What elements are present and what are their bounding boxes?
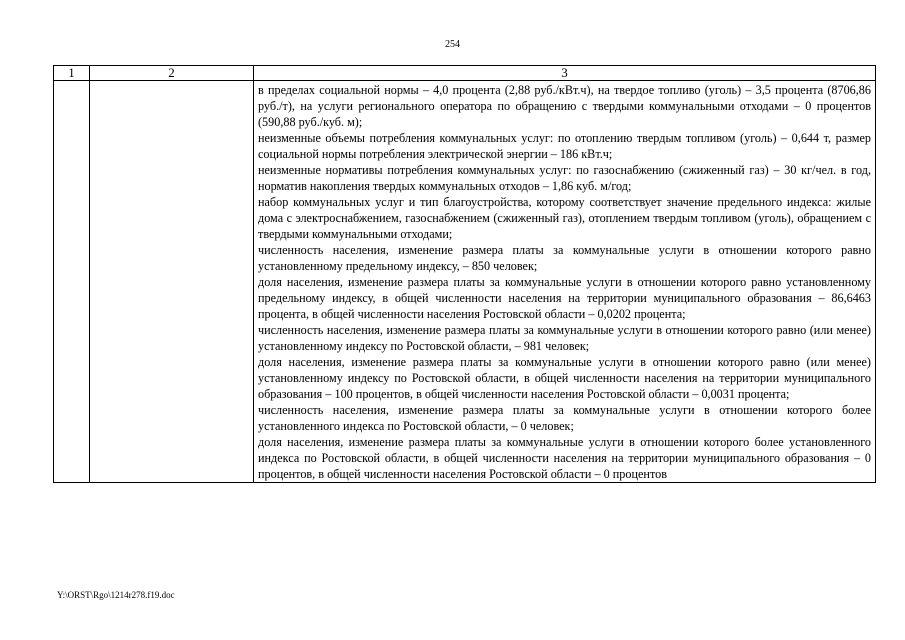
paragraph: неизменные объемы потребления коммунальных услуг: по отоплению твердым топливом (уголь) – 0,644 т, размер социальной нормы потребления электрической энергии – 186 кВт.ч; [258, 131, 871, 161]
table-cell-col1 [54, 81, 90, 483]
paragraph: доля населения, изменение размера платы за коммунальные услуги в отношении которого равно (или менее) установленному индексу по Ростовской области, в общей численности населения на территории муниципального образования – 100 процентов, в общей численности населения Ростовской области – 0,0031 процента; [258, 355, 871, 401]
table-cell-col2 [90, 81, 254, 483]
paragraph-list [254, 81, 875, 482]
paragraph: в пределах социальной нормы – 4,0 процента (2,88 руб./кВт.ч), на твердое топливо (уголь) – 3,5 процента (8706,86 руб./т), на услуги регионального оператора по обращению с твердыми коммунальными отходами – 0 процентов (590,88 руб./куб. м); [258, 83, 871, 129]
table-cell-col3 [254, 81, 876, 483]
footer-file-path: Y:\ORST\Rgo\1214r278.f19.doc [57, 590, 175, 600]
page-number: 254 [445, 39, 460, 50]
paragraph: набор коммунальных услуг и тип благоустройства, которому соответствует значение предельного индекса: жилые дома с электроснабжением, газоснабжением (сжиженный газ), отоплением твердым топливом (уголь), обращением с твердыми коммунальными отходами; [258, 195, 871, 241]
paragraph: доля населения, изменение размера платы за коммунальные услуги в отношении которого более установленного индекса по Ростовской области, в общей численности населения на территории муниципального образования – 0 процентов, в общей численности населения Ростовской области – 0 процентов [258, 435, 871, 481]
column-header-1: 1 [54, 66, 90, 81]
paragraph: численность населения, изменение размера платы за коммунальные услуги в отношении которого более установленного индекса по Ростовской области, – 0 человек; [258, 403, 871, 433]
table-row [54, 81, 876, 483]
column-header-3: 3 [254, 66, 876, 81]
paragraph: численность населения, изменение размера платы за коммунальные услуги в отношении которого равно (или менее) установленному индексу по Ростовской области, – 981 человек; [258, 323, 871, 353]
document-table [53, 65, 876, 483]
paragraph: неизменные нормативы потребления коммунальных услуг: по газоснабжению (сжиженный газ) – 30 кг/чел. в год, норматив накопления твердых коммунальных отходов – 1,86 куб. м/год; [258, 163, 871, 193]
paragraph: доля населения, изменение размера платы за коммунальные услуги в отношении которого равно установленному предельному индексу, в общей численности населения на территории муниципального образования – 86,6463 процента, в общей численности населения Ростовской области – 0,0202 процента; [258, 275, 871, 321]
table-header-row [54, 66, 876, 81]
paragraph: численность населения, изменение размера платы за коммунальные услуги в отношении которого равно установленному предельному индексу, – 850 человек; [258, 243, 871, 273]
column-header-2: 2 [90, 66, 254, 81]
